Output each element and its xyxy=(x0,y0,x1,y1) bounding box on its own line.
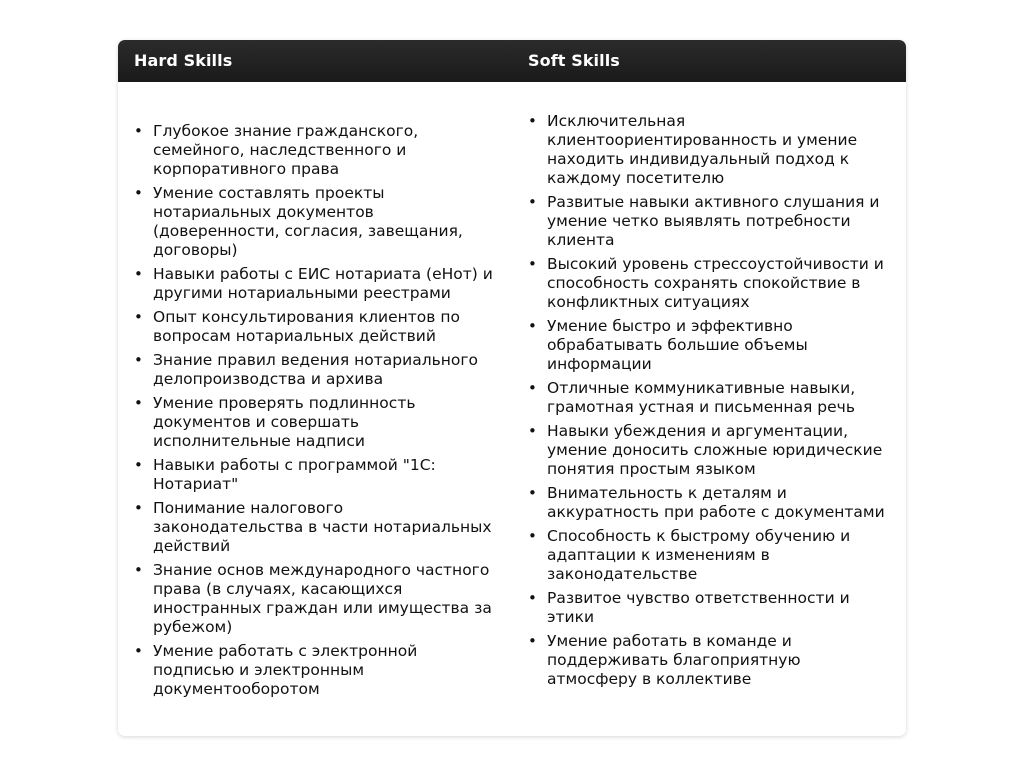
soft-skill-text: Исключительная клиентоориентированность и умение находить индивидуальный подход к каждому посетителю xyxy=(547,112,858,187)
list-item xyxy=(134,394,494,451)
list-item xyxy=(134,561,494,637)
hard-skill-text: Знание правил ведения нотариального делопроизводства и архива xyxy=(153,351,478,388)
bullet-icon: • xyxy=(528,317,537,335)
header-hard-skills: Hard Skills xyxy=(134,51,233,70)
hard-skill-text: Умение проверять подлинность документов и совершать исполнительные надписи xyxy=(153,394,416,450)
soft-skill-text: Отличные коммуникативные навыки, грамотная устная и письменная речь xyxy=(547,379,856,416)
bullet-icon: • xyxy=(134,351,143,369)
list-item xyxy=(134,265,494,303)
list-item xyxy=(134,499,494,556)
hard-skill-text: Навыки работы с ЕИС нотариата (еНот) и другими нотариальными реестрами xyxy=(153,265,493,302)
bullet-icon: • xyxy=(134,456,143,474)
header-soft-skills: Soft Skills xyxy=(528,51,620,70)
bullet-icon: • xyxy=(134,265,143,283)
bullet-icon: • xyxy=(528,589,537,607)
list-item xyxy=(134,351,494,389)
soft-skill-text: Развитые навыки активного слушания и умение четко выявлять потребности клиента xyxy=(547,193,880,249)
list-item xyxy=(528,255,894,312)
bullet-icon: • xyxy=(134,561,143,579)
list-item xyxy=(528,484,894,522)
soft-skill-text: Высокий уровень стрессоустойчивости и способность сохранять спокойствие в конфликтных ситуациях xyxy=(547,255,884,311)
skills-table xyxy=(118,40,906,736)
soft-skill-text: Способность к быстрому обучению и адаптации к изменениям в законодательстве xyxy=(547,527,851,583)
list-item xyxy=(134,184,494,260)
bullet-icon: • xyxy=(528,527,537,545)
bullet-icon: • xyxy=(528,484,537,502)
hard-skill-text: Умение работать с электронной подписью и электронным документооборотом xyxy=(153,642,418,698)
soft-skill-text: Развитое чувство ответственности и этики xyxy=(547,589,850,626)
bullet-icon: • xyxy=(134,184,143,202)
list-item xyxy=(528,527,894,584)
list-item xyxy=(134,642,494,699)
soft-skills-list xyxy=(528,112,894,694)
soft-skill-text: Внимательность к деталям и аккуратность при работе с документами xyxy=(547,484,885,521)
bullet-icon: • xyxy=(134,308,143,326)
list-item xyxy=(528,379,894,417)
soft-skill-text: Навыки убеждения и аргументации, умение доносить сложные юридические понятия простым языком xyxy=(547,422,883,478)
bullet-icon: • xyxy=(528,255,537,273)
bullet-icon: • xyxy=(134,499,143,517)
hard-skills-list xyxy=(134,122,494,704)
hard-skill-text: Навыки работы с программой "1С: Нотариат" xyxy=(153,456,436,493)
bullet-icon: • xyxy=(134,122,143,140)
soft-skill-text: Умение быстро и эффективно обрабатывать большие объемы информации xyxy=(547,317,808,373)
list-item xyxy=(528,589,894,627)
hard-skill-text: Умение составлять проекты нотариальных документов (доверенности, согласия, завещания, договоры) xyxy=(153,184,463,259)
list-item xyxy=(528,317,894,374)
bullet-icon: • xyxy=(134,642,143,660)
hard-skill-text: Опыт консультирования клиентов по вопросам нотариальных действий xyxy=(153,308,460,345)
bullet-icon: • xyxy=(134,394,143,412)
list-item xyxy=(528,193,894,250)
list-item xyxy=(134,122,494,179)
bullet-icon: • xyxy=(528,632,537,650)
hard-skill-text: Понимание налогового законодательства в части нотариальных действий xyxy=(153,499,492,555)
list-item xyxy=(528,632,894,689)
bullet-icon: • xyxy=(528,379,537,397)
bullet-icon: • xyxy=(528,193,537,211)
list-item xyxy=(134,308,494,346)
bullet-icon: • xyxy=(528,112,537,130)
list-item xyxy=(528,112,894,188)
list-item xyxy=(134,456,494,494)
bullet-icon: • xyxy=(528,422,537,440)
hard-skill-text: Глубокое знание гражданского, семейного, наследственного и корпоративного права xyxy=(153,122,419,178)
hard-skill-text: Знание основ международного частного права (в случаях, касающихся иностранных граждан или имущества за рубежом) xyxy=(153,561,492,636)
list-item xyxy=(528,422,894,479)
table-header xyxy=(118,40,906,82)
soft-skill-text: Умение работать в команде и поддерживать благоприятную атмосферу в коллективе xyxy=(547,632,801,688)
